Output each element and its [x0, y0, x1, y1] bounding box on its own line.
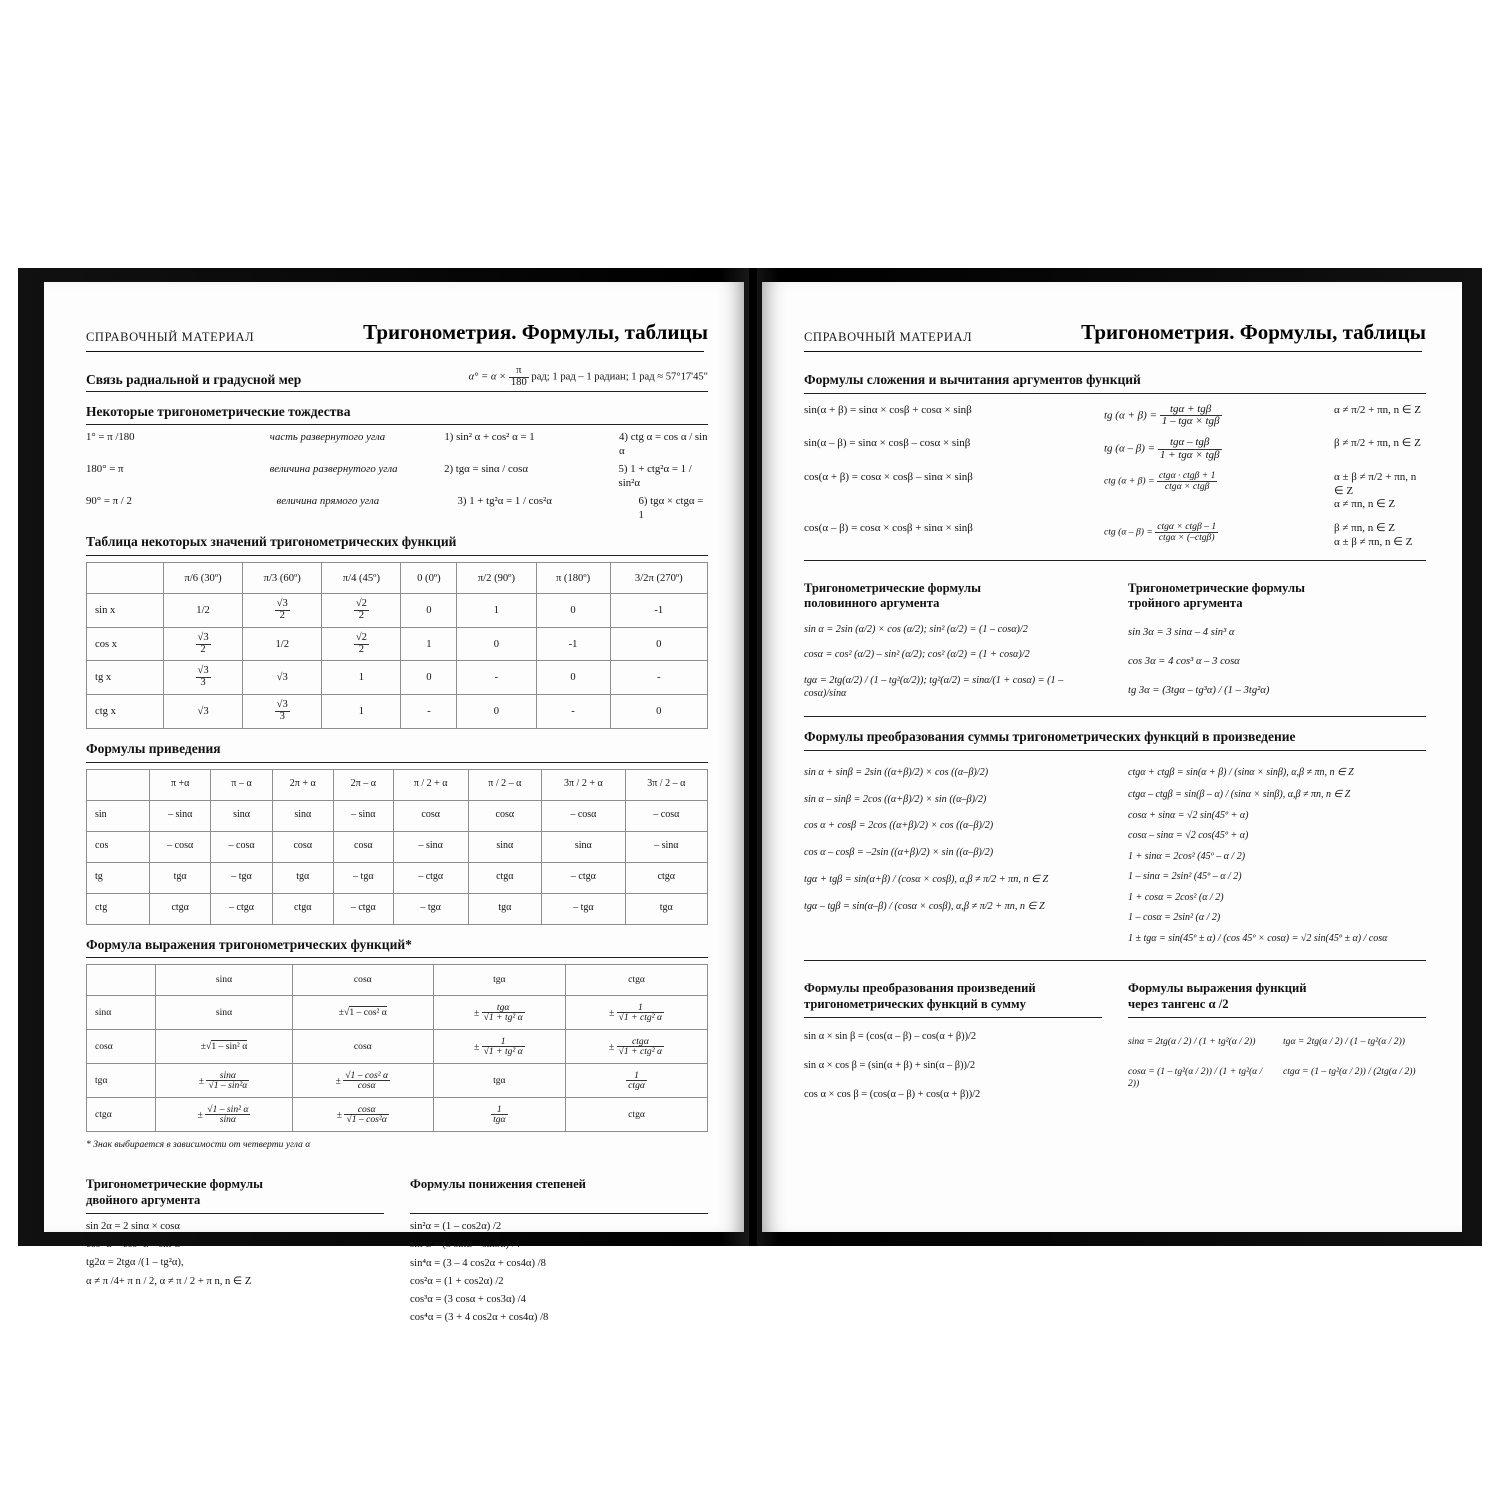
half-argument-heading-2: половинного аргумента [804, 596, 940, 611]
formula-line: sinα = 2tg(α / 2) / (1 + tg²(α / 2)) [1128, 1035, 1256, 1047]
formula-line: cosα + sinα = √2 sin(45º + α) [1128, 809, 1249, 821]
formula-line: ctgα + ctgβ = sin(α + β) / (sinα × sinβ), α,β ≠ πn, n ∈ Z [1128, 766, 1354, 778]
product-to-sum-heading-2: тригонометрических функций в сумму [804, 997, 1026, 1012]
formula-line: 1 + sinα = 2cos² (45º – α / 2) [1128, 850, 1246, 862]
right-page-header [762, 282, 1462, 345]
formula-line: sin⁴α = (3 – 4 cos2α + cos4α) /8 [410, 1257, 546, 1269]
table-row: sin – sinα sinα sinα – sinα cosα cosα – cosα – cosα [87, 800, 708, 831]
formula-line: cos 3α = 4 cos³ α – 3 cosα [1128, 656, 1240, 668]
section-values-heading: Таблица некоторых значений тригонометрических функций [86, 534, 457, 550]
book-spine [749, 268, 757, 1246]
formula-line: sin²α = (1 – cos2α) /2 [410, 1221, 502, 1233]
formula-row: sin(α – β) = sinα × cosβ – cosα × sinβ tg (α – β) = $\frac{\text{tgα – tgβ}}{\text{1 + tgα × tgβ}}$ β ≠ π/2 + πn, n ∈ Z [804, 436, 1421, 461]
table-header-row: sinα cosα tgα ctgα [87, 965, 708, 996]
expression-table [86, 964, 708, 1132]
formula-line: α ≠ π /4+ π n / 2, α ≠ π / 2 + π n, n ∈ Z [86, 1275, 252, 1287]
table-row: tg tgα – tgα tgα – tgα – ctgα ctgα – ctgα ctgα [87, 862, 708, 893]
formula-line: cosα = (1 – tg²(α / 2)) / (1 + tg²(α / 2)) [1128, 1065, 1263, 1089]
section-half-argument [804, 569, 1102, 706]
formula-line: tgα = 2tg(α / 2) / (1 – tg²(α / 2)) [1283, 1035, 1405, 1047]
section-triple-argument [1128, 569, 1426, 706]
formula-line: ctgα – ctgβ = sin(β – α) / (sinα × sinβ), α,β ≠ πn, n ∈ Z [1128, 789, 1351, 801]
section-radian-degree-heading: Связь радиальной и градусной мер [86, 371, 302, 387]
section-sum-to-product-heading: Формулы преобразования суммы тригонометрических функций в произведение [804, 728, 1296, 744]
formula-line: cos²α = (1 + cos2α) /2 [410, 1275, 504, 1287]
table-row: tg x $\frac{√3}{3}$ √3 1 0 - 0 - [87, 661, 708, 695]
cell-sqrt3-over2: $\frac{√3}{2}$ [243, 594, 322, 628]
formula-line: tg2α = 2tgα /(1 – tg²α), [86, 1257, 184, 1269]
formula-line: tgα – tgβ = sin(α–β) / (cosα × cosβ), α,β ≠ π/2 + πn, n ∈ Z [804, 900, 1045, 912]
table-row: cos x $\frac{√3}{2}$ 1/2 $\frac{√2}{2}$ 1 0 -1 0 [87, 627, 708, 661]
formula-line: cos α × cos β = (cos(α – β) + cos(α + β))/2 [804, 1088, 981, 1100]
section-double-argument [86, 1165, 384, 1329]
identity-row: 90° = π / 2 величина прямого угла 3) 1 + tg²α = 1 / cos²α 6) tgα × ctgα = 1 [86, 495, 704, 521]
double-argument-heading-1: Тригонометрические формулы [86, 1177, 263, 1192]
formula-line: sin 2α = 2 sinα × cosα [86, 1220, 180, 1232]
formula-row: cos(α + β) = cosα × cosβ – sinα × sinβ ctg (α + β) = $\frac{\text{ctgα · ctgβ + 1}}{\text{ctgα × ctgβ}}$ α ± β ≠ π/2 + πn, n ∈ Z α ≠ πn, n ∈ Z [804, 469, 1417, 511]
table-row: cos – cosα – cosα cosα cosα – sinα sinα sinα – sinα [87, 831, 708, 862]
formula-line: ctgα = (1 – tg²(α / 2)) / (2tg(α / 2)) [1283, 1065, 1416, 1077]
left-page-header [44, 282, 744, 345]
right-page-title: Тригонометрия. Формулы, таблицы [1081, 320, 1426, 344]
formula-line: sin α = 2sin (α/2) × cos (α/2); sin² (α/2) = (1 – cosα)/2 [804, 623, 1028, 635]
formula-line: cosα = cos² (α/2) – sin² (α/2); cos² (α/2) = (1 + cosα)/2 [804, 648, 1030, 660]
table-row: tgα ± $\frac{\sin\alpha}{\text{√1 – sin²α}}$ ± $\frac{\text{√1 – cos² α}}{\cos\alpha}$ tgα $\frac{1}{\text{ctgα}}$ [87, 1064, 708, 1098]
formula-row: sin(α + β) = sinα × cosβ + cosα × sinβ tg (α + β) = $\frac{\text{tgα + tgβ}}{\text{1 – tgα × tgβ}}$ α ≠ π/2 + πn, n ∈ Z [804, 402, 1421, 428]
radian-degree-formula: α° = α × $\frac{\pi}{180}$ рад; 1 рад – 1 радиан; 1 рад ≈ 57°17'45" [468, 365, 708, 388]
cell-sqrt2-over2: $\frac{√2}{2}$ [322, 594, 401, 628]
left-page [44, 282, 744, 1324]
section-product-to-sum [804, 969, 1102, 1105]
formula-line: cos⁴α = (3 + 4 cos2α + cos4α) /8 [410, 1312, 549, 1324]
right-kicker: СПРАВОЧНЫЙ МАТЕРИАЛ [804, 330, 973, 344]
formula-line: tgα = 2tg(α/2) / (1 – tg²(α/2)); tg²(α/2) = sinα/(1 + cosα) = (1 – cosα)/sinα [804, 675, 1064, 700]
formula-line: tg 3α = (3tgα – tg³α) / (1 – 3tg²α) [1128, 685, 1270, 697]
formula-line: tgα + tgβ = sin(α+β) / (cosα × cosβ), α,β ≠ π/2 + πn, n ∈ Z [804, 873, 1049, 885]
table-row: cosα ±√1 – sin² α cosα ± $\frac{1}{\text{√1 + tg² α}}$ ± $\frac{\text{ctgα}}{\text{√1 + ctg² α}}$ [87, 1030, 708, 1064]
formula-line: cosα – sinα = √2 cos(45º + α) [1128, 830, 1249, 842]
reduction-table [86, 769, 708, 925]
formula-line: 1 ± tgα = sin(45º ± α) / (cos 45º × cosα) = √2 sin(45º ± α) / cosα [1128, 932, 1388, 944]
table-row: sin x 1/2 $\frac{√3}{2}$ $\frac{√2}{2}$ 0 1 0 -1 [87, 594, 708, 628]
power-reduction-heading: Формулы понижения степеней [410, 1177, 586, 1192]
section-reduction-heading: Формулы приведения [86, 740, 221, 756]
double-argument-heading-2: двойного аргумента [86, 1193, 201, 1208]
addition-formulas [804, 404, 1426, 550]
table-header-row: π/6 (30º) π/3 (60º) π/4 (45º) 0 (0º) π/2 (90º) π (180º) 3/2π (270º) [87, 563, 708, 594]
right-page [762, 282, 1462, 1232]
formula-line: 1 – cosα = 2sin² (α / 2) [1128, 912, 1221, 924]
formula-line: sin α – sinβ = 2cos ((α+β)/2) × sin ((α–β)/2) [804, 793, 987, 805]
identity-row: 180° = π величина развернутого угла 2) tgα = sinα / cosα 5) 1 + ctg²α = 1 / sin²α [86, 463, 692, 489]
triple-argument-heading-2: тройного аргумента [1128, 596, 1243, 611]
table-header-row: π +α π – α 2π + α 2π – α π / 2 + α π / 2 – α 3π / 2 + α 3π / 2 – α [87, 769, 708, 800]
table-row: sinα sinα ±√1 – cos² α ± $\frac{\text{tgα}}{\text{√1 + tg² α}}$ ± $\frac{1}{\text{√1 + ctg² α}}$ [87, 996, 708, 1030]
sum-to-product-left [804, 757, 1102, 951]
half-argument-heading-1: Тригонометрические формулы [804, 580, 981, 595]
product-to-sum-heading-1: Формулы преобразования произведений [804, 981, 1036, 996]
left-page-title: Тригонометрия. Формулы, таблицы [363, 320, 708, 344]
left-kicker: СПРАВОЧНЫЙ МАТЕРИАЛ [86, 330, 255, 344]
values-table [86, 562, 708, 728]
formula-line: sin 3α = 3 sinα – 4 sin³ α [1128, 626, 1235, 638]
formula-line: cos α + cosβ = 2cos ((α+β)/2) × cos ((α–β)/2) [804, 820, 994, 832]
formula-row: cos(α – β) = cosα × cosβ + sinα × sinβ ctg (α – β) = $\frac{\text{ctgα × ctgβ – 1}}{\text{ctgα × (–ctgβ)}}$ β ≠ πn, n ∈ Z α ± β ≠ πn, n ∈ Z [804, 521, 1413, 548]
formula-line: 1 + cosα = 2cos² (α / 2) [1128, 891, 1224, 903]
formula-line: sin³α = (3 sinα – sin3α) /4 [410, 1239, 520, 1251]
formula-line: cos α – cosβ = –2sin ((α+β)/2) × sin ((α–β)/2) [804, 847, 994, 859]
section-power-reduction [410, 1165, 708, 1329]
formula-line: sin α + sinβ = 2sin ((α+β)/2) × cos ((α–β)/2) [804, 766, 989, 778]
triple-argument-heading-1: Тригонометрические формулы [1128, 580, 1305, 595]
sum-to-product-right [1128, 757, 1426, 951]
identity-row: 1° = π /180 часть развернутого угла 1) sin² α + cos² α = 1 4) ctg α = cos α / sin α [86, 431, 708, 457]
formula-line: cos³α = (3 cosα + cos3α) /4 [410, 1294, 526, 1306]
tangent-half-heading-1: Формулы выражения функций [1128, 981, 1307, 996]
section-identities-heading: Некоторые тригонометрические тождества [86, 403, 351, 419]
formula-line: sin α × sin β = (cos(α – β) – cos(α + β))/2 [804, 1030, 977, 1042]
section-expression-heading: Формула выражения тригонометрических функций* [86, 936, 412, 952]
section-addition-heading: Формулы сложения и вычитания аргументов функций [804, 372, 1141, 387]
section-tangent-half [1128, 969, 1426, 1105]
tangent-half-heading-2: через тангенс α /2 [1128, 997, 1229, 1012]
table-row: ctg x √3 $\frac{√3}{3}$ 1 - 0 - 0 [87, 695, 708, 729]
table-row: ctg ctgα – ctgα ctgα – ctgα – tgα tgα – tgα tgα [87, 893, 708, 924]
formula-line: 1 – sinα = 2sin² (45º – α / 2) [1128, 871, 1242, 883]
table-row: ctgα ± $\frac{\text{√1 – sin² α}}{\sin\alpha}$ ± $\frac{\cos\alpha}{\text{√1 – cos²α}}$ $\frac{1}{\text{tgα}}$ ctgα [87, 1098, 708, 1132]
formula-line: sin α × cos β = (sin(α + β) + sin(α – β))/2 [804, 1059, 976, 1071]
formula-line: cos² α = cos² α – sin²α [86, 1239, 180, 1251]
section-radian-degree [86, 366, 708, 389]
identities-table [86, 431, 708, 522]
expression-table-footnote: * Знак выбирается в зависимости от четверти угла α [86, 1139, 311, 1151]
open-book [18, 268, 1482, 1324]
